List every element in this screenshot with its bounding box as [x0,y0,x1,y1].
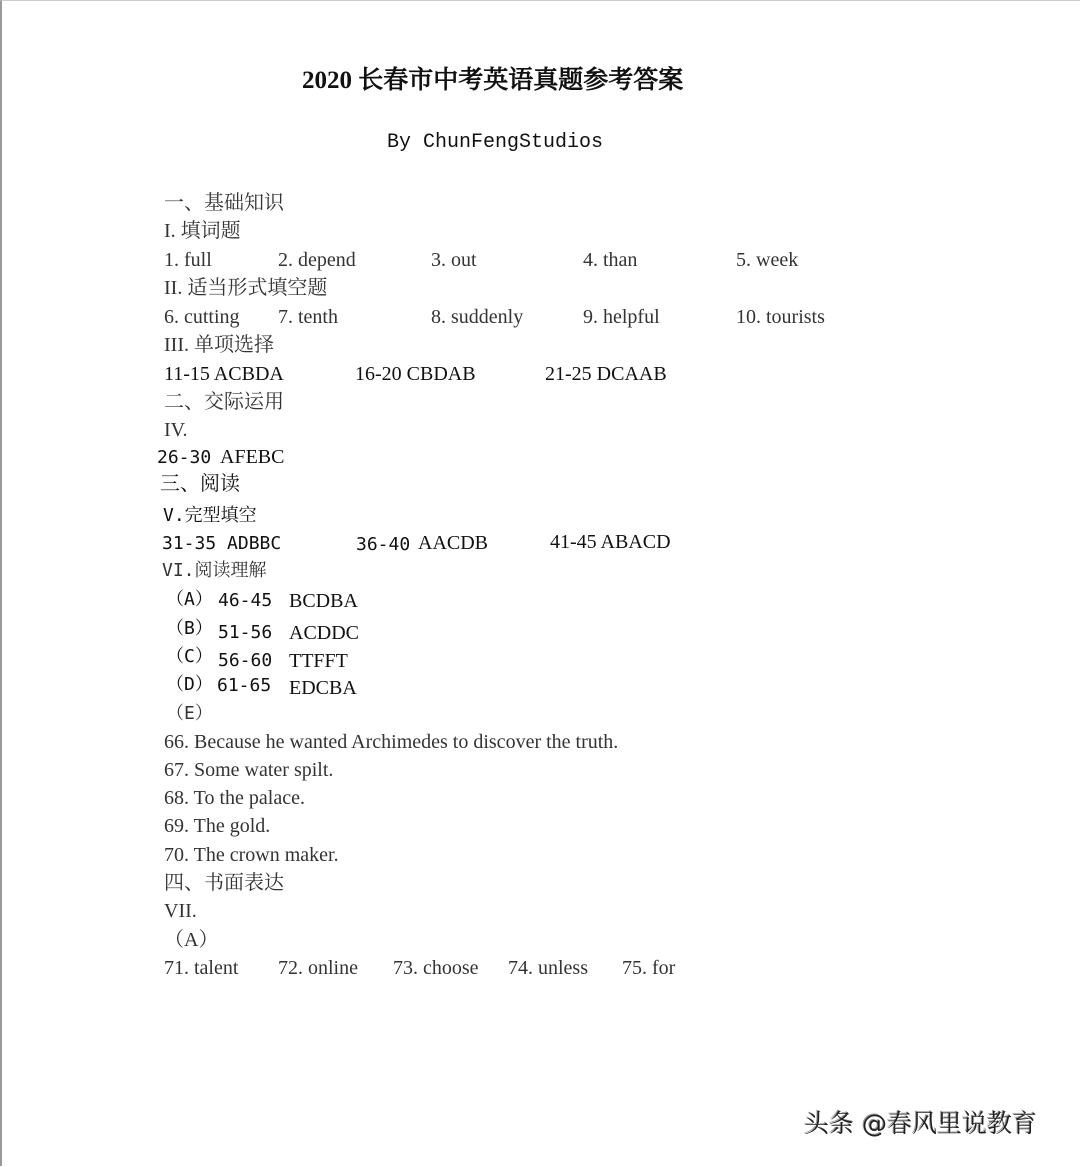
answer-line: 68. To the palace. [164,787,305,809]
answer: 71. talent [164,957,239,979]
subsection-heading: V.完型填空 [163,505,257,526]
subsection-heading: VII. [164,900,197,922]
answer: ACDDC [289,622,360,644]
byline: By ChunFengStudios [387,131,604,154]
answer: AFEBC [220,446,285,468]
answer-line: 69. The gold. [164,815,271,837]
section-heading: 二、交际运用 [164,391,284,413]
answer-range: 61-65 [217,675,272,696]
answer: 1. full [164,249,212,271]
answer: 31-35 ADBBC [162,533,282,554]
answer: 10. tourists [736,306,825,328]
passage-label: （A） [164,929,219,951]
section-heading: 三、阅读 [160,473,240,495]
passage-label: （D） [166,674,213,695]
answer-range: 46-45 [218,590,273,611]
watermark: 头条 @春风里说教育 [804,1109,1037,1138]
answer: 72. online [278,957,358,979]
answer: 2. depend [278,249,356,271]
section-heading: 一、基础知识 [164,192,284,214]
passage-label: （C） [166,646,213,667]
subsection-heading: II. 适当形式填空题 [164,277,328,299]
answer: 73. choose [393,957,479,979]
subsection-heading: III. 单项选择 [164,334,274,356]
answer: 21-25 DCAAB [545,363,667,385]
answer: 6. cutting [164,306,240,328]
answer: TTFFT [289,650,348,672]
answer: 5. week [736,249,799,271]
subsection-heading: VI.阅读理解 [162,560,267,581]
answer-range: 36-40 [356,534,411,555]
answer: EDCBA [289,677,357,699]
answer: 8. suddenly [431,306,524,328]
answer-line: 66. Because he wanted Archimedes to discover the truth. [164,731,619,753]
section-heading: 四、书面表达 [164,872,284,894]
answer-range: 51-56 [218,622,273,643]
answer: 11-15 ACBDA [164,363,284,385]
answer-line: 67. Some water spilt. [164,759,334,781]
answer: 3. out [431,249,477,271]
answer: BCDBA [289,590,358,612]
subsection-heading: IV. [164,419,188,441]
answer: AACDB [418,532,489,554]
answer: 4. than [583,249,638,271]
document-title: 2020 长春市中考英语真题参考答案 [302,67,684,94]
answer-range: 26-30 [157,447,212,468]
answer-line: 70. The crown maker. [164,844,339,866]
answer: 74. unless [508,957,588,979]
answer: 41-45 ABACD [550,531,671,553]
subsection-heading: I. 填词题 [164,220,241,242]
answer: 16-20 CBDAB [355,363,476,385]
answer: 9. helpful [583,306,660,328]
passage-label: （E） [166,703,213,724]
answer: 7. tenth [278,306,338,328]
answer-range: 56-60 [218,650,273,671]
passage-label: （A） [166,589,213,610]
answer: 75. for [622,957,676,979]
passage-label: （B） [166,618,213,639]
